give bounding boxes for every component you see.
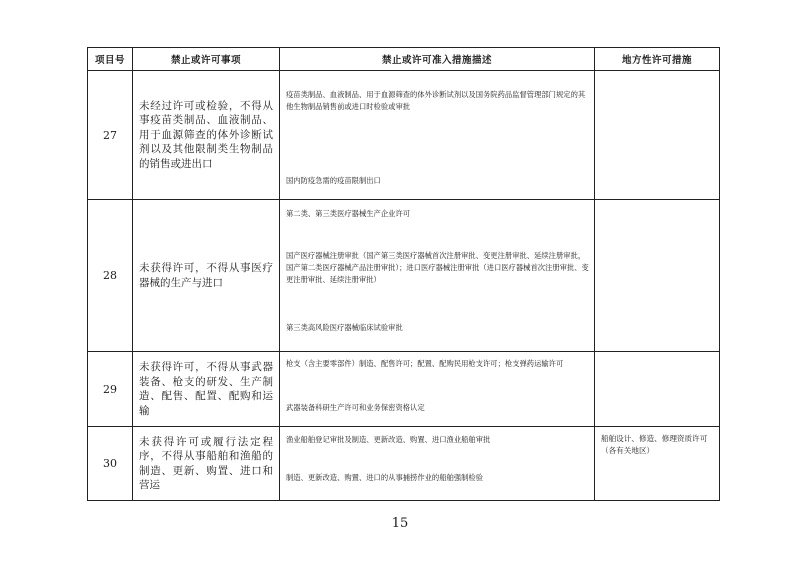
table-row bbox=[88, 200, 720, 352]
row-number: 29 bbox=[88, 352, 133, 427]
description-paragraph: 武器装备科研生产许可和业务保密资格认定 bbox=[286, 403, 425, 412]
description-paragraph: 国产医疗器械注册审批（国产第三类医疗器械首次注册审批、变更注册审批、延续注册审批，国产第二类医疗器械产品注册审批）；进口医疗器械注册审批（进口医疗器械首次注册审批、变更注册审批、延续注册审批） bbox=[286, 251, 589, 284]
row-description bbox=[280, 427, 595, 501]
row-description bbox=[280, 71, 595, 200]
row-item: 未获得许可或履行法定程序，不得从事船舶和渔船的制造、更新、购置、进口和营运 bbox=[133, 427, 280, 501]
row-item: 未获得许可，不得从事医疗器械的生产与进口 bbox=[133, 200, 280, 352]
row-local bbox=[595, 352, 720, 427]
row-number: 30 bbox=[88, 427, 133, 501]
description-paragraph: 第二类、第三类医疗器械生产企业许可 bbox=[286, 209, 411, 218]
row-local bbox=[595, 71, 720, 200]
row-number: 28 bbox=[88, 200, 133, 352]
permit-table bbox=[87, 47, 720, 501]
row-item: 未经过许可或检验，不得从事疫苗类制品、血液制品、用于血源筛查的体外诊断试剂以及其他限制类生物制品的销售或进出口 bbox=[133, 71, 280, 200]
description-paragraph: 国内防疫急需的疫苗限制出口 bbox=[286, 176, 381, 185]
header-description: 禁止或许可准入措施描述 bbox=[280, 48, 595, 71]
table-header-row bbox=[88, 48, 720, 71]
description-paragraph: 渔业船舶登记审批及制造、更新改造、购置、进口渔业船舶审批 bbox=[286, 435, 491, 444]
row-description bbox=[280, 352, 595, 427]
row-local bbox=[595, 200, 720, 352]
header-item: 禁止或许可事项 bbox=[133, 48, 280, 71]
description-paragraph: 疫苗类制品、血液制品、用于血源筛查的体外诊断试剂以及国务院药品监督管理部门规定的其他生物制品销售前或进口时检验或审批 bbox=[286, 90, 586, 111]
description-paragraph: 第三类高风险医疗器械临床试验审批 bbox=[286, 323, 403, 332]
table-row bbox=[88, 352, 720, 427]
table-row bbox=[88, 427, 720, 501]
description-paragraph: 制造、更新改造、购置、进口的从事捕捞作业的船舶强制检验 bbox=[286, 473, 484, 482]
row-number: 27 bbox=[88, 71, 133, 200]
header-number: 项目号 bbox=[88, 48, 133, 71]
description-paragraph: 枪支（含主要零部件）制造、配售许可；配置、配购民用枪支许可；枪支弹药运输许可 bbox=[286, 359, 564, 368]
row-local: 船舶设计、修造、修理资质许可（各有关地区） bbox=[595, 427, 720, 501]
page-number: 15 bbox=[391, 516, 409, 531]
header-local: 地方性许可措施 bbox=[595, 48, 720, 71]
table-row bbox=[88, 71, 720, 200]
row-description bbox=[280, 200, 595, 352]
row-item: 未获得许可，不得从事武器装备、枪支的研发、生产制造、配售、配置、配购和运输 bbox=[133, 352, 280, 427]
